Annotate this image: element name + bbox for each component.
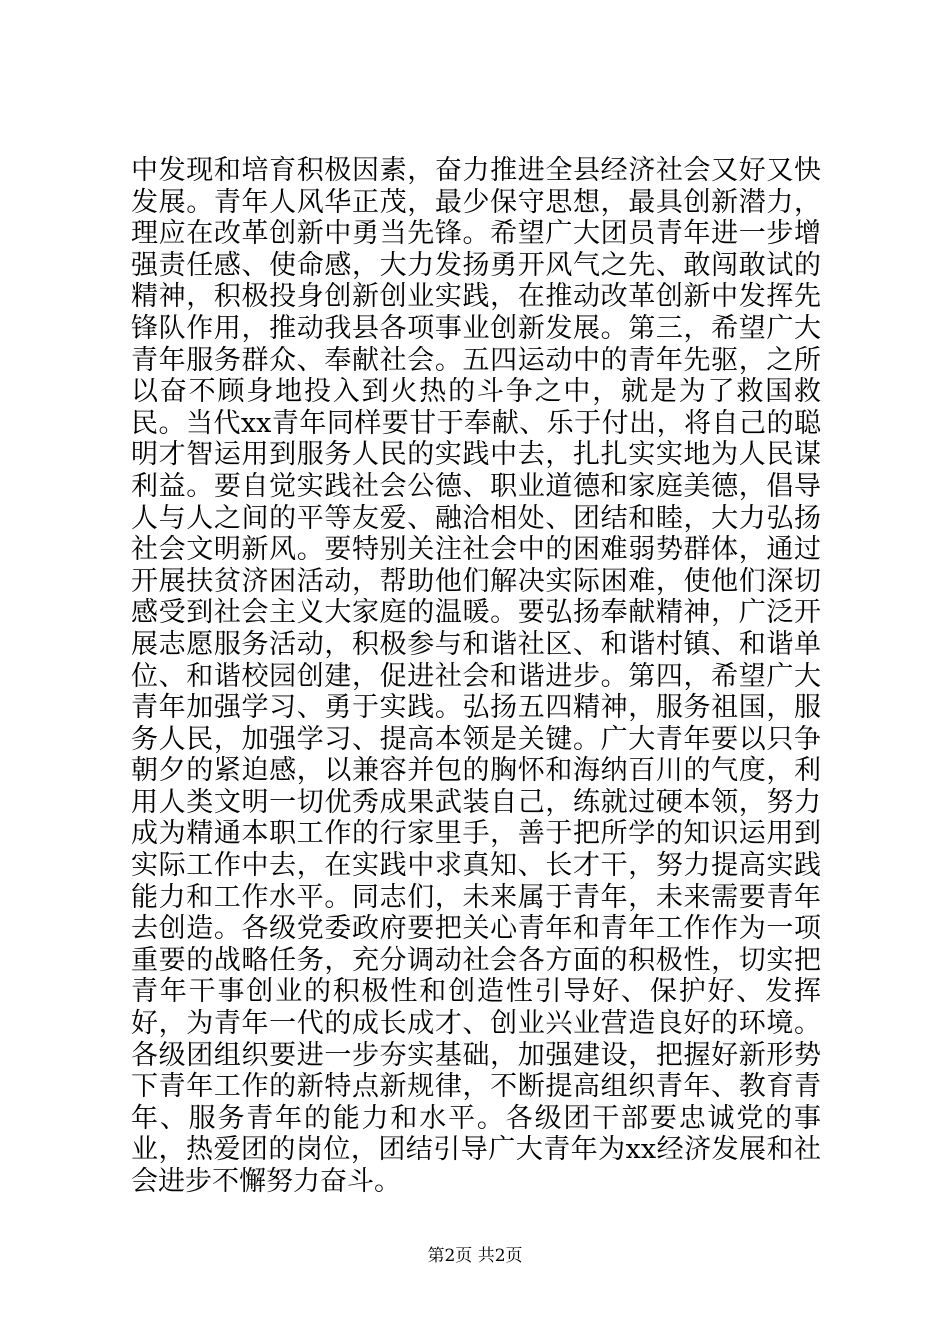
body-text-block (131, 155, 821, 1198)
body-paragraph: 中发现和培育积极因素，奋力推进全县经济社会又好又快发展。青年人风华正茂，最少保守思想，最具创新潜力，理应在改革创新中勇当先锋。希望广大团员青年进一步增强责任感、使命感，大力发扬勇开风气之先、敢闯敢试的精神，积极投身创新创业实践，在推动改革创新中发挥先锋队作用，推动我县各项事业创新发展。第三，希望广大青年服务群众、奉献社会。五四运动中的青年先驱，之所以奋不顾身地投入到火热的斗争之中，就是为了救国救民。当代xx青年同样要甘于奉献、乐于付出，将自己的聪明才智运用到服务人民的实践中去，扎扎实实地为人民谋利益。要自觉实践社会公德、职业道德和家庭美德，倡导人与人之间的平等友爱、融洽相处、团结和睦，大力弘扬社会文明新风。要特别关注社会中的困难弱势群体，通过开展扶贫济困活动，帮助他们解决实际困难，使他们深切感受到社会主义大家庭的温暖。要弘扬奉献精神，广泛开展志愿服务活动，积极参与和谐社区、和谐村镇、和谐单位、和谐校园创建，促进社会和谐进步。第四，希望广大青年加强学习、勇于实践。弘扬五四精神，服务祖国，服务人民，加强学习、提高本领是关键。广大青年要以只争朝夕的紧迫感，以兼容并包的胸怀和海纳百川的气度，利用人类文明一切优秀成果武装自己，练就过硬本领，努力成为精通本职工作的行家里手，善于把所学的知识运用到实际工作中去，在实践中求真知、长才干，努力提高实践能力和工作水平。同志们，未来属于青年，未来需要青年去创造。各级党委政府要把关心青年和青年工作作为一项重要的战略任务，充分调动社会各方面的积极性，切实把青年干事创业的积极性和创造性引导好、保护好、发挥好，为青年一代的成长成才、创业兴业营造良好的环境。各级团组织要进一步夯实基础，加强建设，把握好新形势下青年工作的新特点新规律，不断提高组织青年、教育青年、服务青年的能力和水平。各级团干部要忠诚党的事业，热爱团的岗位，团结引导广大青年为xx经济发展和社会进步不懈努力奋斗。 (131, 155, 821, 1197)
page-footer: 第2页 共2页 (427, 1246, 523, 1266)
